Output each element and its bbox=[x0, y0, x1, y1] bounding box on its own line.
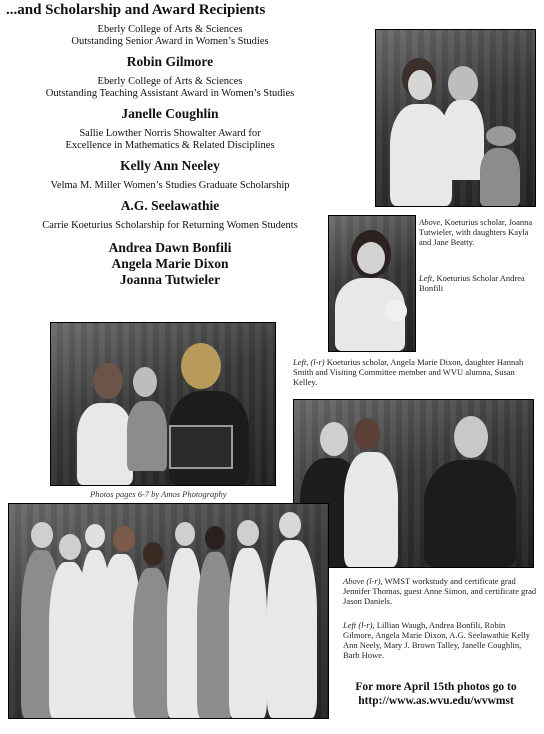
award-line: Eberly College of Arts & Sciences bbox=[97, 76, 243, 87]
recipient-name: A.G. Seelawathie bbox=[120, 198, 220, 213]
award-item bbox=[0, 76, 340, 122]
award-item bbox=[0, 220, 340, 232]
recipient-name: Andrea Dawn Bonfili bbox=[108, 240, 232, 255]
more-photos-url[interactable]: http://www.as.wvu.edu/wvwmst bbox=[358, 695, 514, 707]
caption-label: Above, bbox=[419, 217, 443, 227]
more-photos-text: For more April 15th photos go to bbox=[355, 681, 517, 693]
recipient-name: Joanna Tutwieler bbox=[119, 272, 221, 287]
caption-label: Left (l-r), bbox=[343, 620, 375, 630]
award-line: Outstanding Teaching Assistant Award in Women’s Studies bbox=[45, 88, 295, 99]
caption-label: Left, bbox=[419, 273, 435, 283]
caption-above-tutwieler bbox=[419, 217, 537, 247]
scholarship-recipients bbox=[0, 240, 340, 288]
caption-text: WMST workstudy and certificate grad Jennifer Thomas, guest Anne Simon, and certificate grad Jason Daniels. bbox=[343, 576, 537, 606]
photo-thomas-simon-daniels bbox=[293, 399, 534, 568]
award-line: Outstanding Senior Award in Women’s Studies bbox=[71, 36, 269, 47]
caption-label: Above (l-r), bbox=[343, 576, 383, 586]
photo-dixon-kelley bbox=[50, 322, 276, 486]
more-photos-note bbox=[333, 680, 539, 708]
photo-bonfili bbox=[328, 215, 416, 352]
award-line: Eberly College of Arts & Sciences bbox=[97, 24, 243, 35]
caption-text: Koeturius scholar, Angela Marie Dixon, daughter Hannah Smith and Visiting Committee member and WVU alumna, Susan Kelley. bbox=[293, 357, 524, 387]
awards-list bbox=[0, 24, 340, 288]
photo-tutwieler-daughters bbox=[375, 29, 536, 207]
caption-text: Lillian Waugh, Andrea Bonfili, Robin Gilmore, Angela Marie Dixon, A.G. Seelawathie Kelly Ann Neely, Mary J. Brown Talley, Janelle Coughlin, Barb Howe. bbox=[343, 620, 530, 660]
page-heading: ...and Scholarship and Award Recipients bbox=[6, 2, 266, 18]
award-item bbox=[0, 24, 340, 70]
award-item bbox=[0, 180, 340, 214]
recipient-name: Kelly Ann Neeley bbox=[120, 158, 220, 173]
award-line: Excellence in Mathematics & Related Disciplines bbox=[65, 140, 275, 151]
recipient-name: Janelle Coughlin bbox=[121, 106, 219, 121]
caption-left-bonfili bbox=[419, 273, 537, 293]
caption-above-thomas bbox=[343, 576, 537, 606]
recipient-name: Angela Marie Dixon bbox=[111, 256, 229, 271]
caption-left-dixon bbox=[293, 357, 537, 387]
caption-text: Koeturius scholar, Joanna Tutwieler, with daughters Kayla and Jane Beatty. bbox=[419, 217, 533, 247]
caption-left-group bbox=[343, 620, 537, 660]
award-line: Sallie Lowther Norris Showalter Award for bbox=[79, 128, 261, 139]
recipient-name: Robin Gilmore bbox=[126, 54, 214, 69]
award-line: Carrie Koeturius Scholarship for Returning Women Students bbox=[42, 220, 298, 231]
photo-credit: Photos pages 6-7 by Amos Photography bbox=[90, 489, 227, 499]
photo-group-recipients bbox=[8, 503, 329, 719]
award-item bbox=[0, 128, 340, 174]
caption-label: Left, (l-r) bbox=[293, 357, 325, 367]
caption-text: Koeturius Scholar Andrea Bonfili bbox=[419, 273, 525, 293]
award-line: Velma M. Miller Women’s Studies Graduate Scholarship bbox=[50, 180, 290, 191]
